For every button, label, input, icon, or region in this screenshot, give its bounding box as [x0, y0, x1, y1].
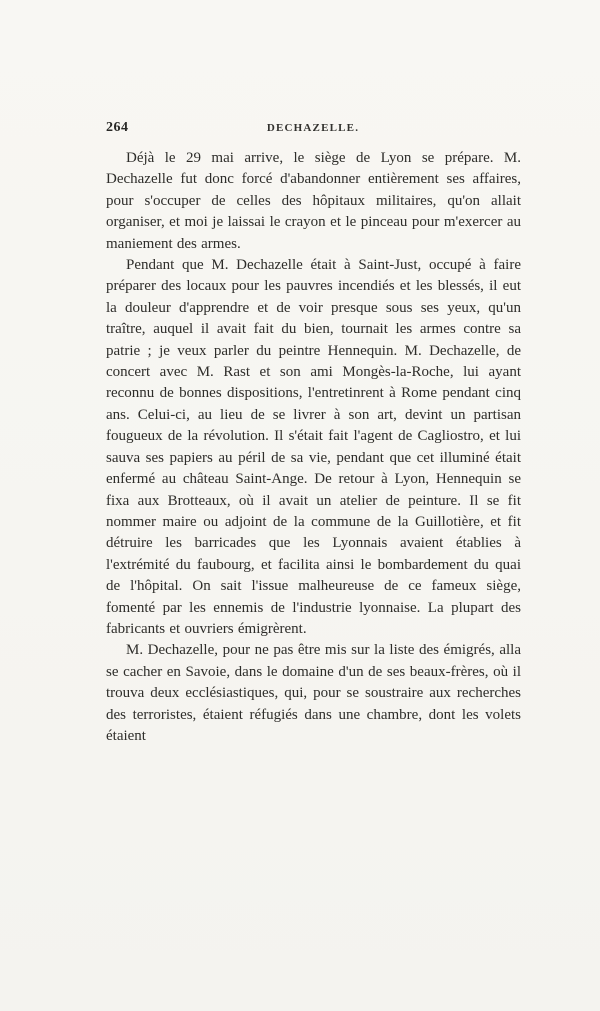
paragraph: M. Dechazelle, pour ne pas être mis sur la liste des émigrés, alla se cacher en Savoie, dans le domaine d'un de ses beaux-frères, où il trouva deux ecclésiastiques, qui, pour se soustraire aux recherches des terroristes, étaient réfugiés dans une chambre, dont les volets étaient [106, 642, 521, 744]
running-title: DECHAZELLE. [266, 122, 360, 134]
paragraph: Déjà le 29 mai arrive, le siège de Lyon se prépare. M. Dechazelle fut donc forcé d'abandonner entièrement ses affaires, pour s'occuper de celles des hôpitaux militaires, qu'on allait organiser, et moi je laissai le crayon et le pinceau pour m'exercer au maniement des armes. [106, 150, 521, 252]
page-number: 264 [106, 120, 129, 135]
page-header [106, 120, 520, 142]
page-body [106, 148, 521, 747]
paragraph: Pendant que M. Dechazelle était à Saint-Just, occupé à faire préparer des locaux pour les pauvres incendiés et les blessés, il eut la douleur d'apprendre et de voir presque sous ses yeux, qu'un traître, auquel il avait fait du bien, tournait les armes contre sa patrie ; je veux parler du peintre Hennequin. M. Dechazelle, de concert avec M. Rast et son ami Mongès-la-Roche, lui ayant reconnu de bonnes dispositions, l'entretinrent à Rome pendant cinq ans. Celui-ci, au lieu de se livrer à son art, devint un partisan fougueux de la révolution. Il s'était fait l'agent de Cagliostro, et lui sauva ses papiers au péril de sa vie, pendant que cet illuminé était enfermé au château Saint-Ange. De retour à Lyon, Hennequin se fixa aux Brotteaux, où il avait un atelier de peinture. Il se fit nommer maire ou adjoint de la commune de la Guillotière, et fit détruire les barricades que les Lyonnais avaient établies à l'extrémité du faubourg, et facilita ainsi le bombardement du quai de l'hôpital. On sait l'issue malheureuse de ce fameux siège, fomenté par les ennemis de l'industrie lyonnaise. La plupart des fabricants et ouvriers émigrèrent. [106, 257, 521, 637]
